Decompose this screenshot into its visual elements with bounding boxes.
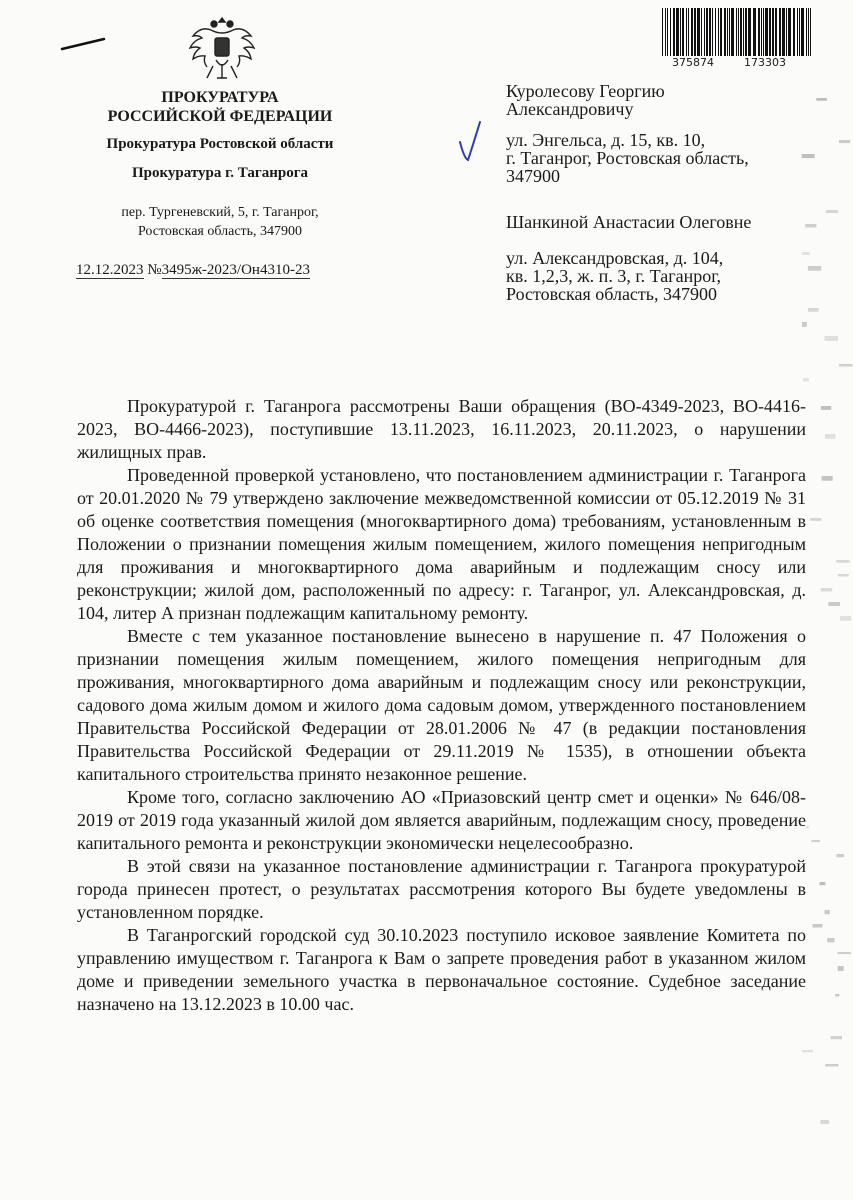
barcode-number-right: 173303 xyxy=(744,56,786,69)
document-date: 12.12.2023 xyxy=(76,262,144,278)
barcode-bar xyxy=(769,8,771,56)
scan-noise-mark xyxy=(805,826,809,828)
barcode-bar xyxy=(727,8,728,56)
barcode-bar xyxy=(691,8,693,56)
barcode-bar xyxy=(748,8,751,56)
barcode-bar xyxy=(763,8,764,56)
scan-noise-mark xyxy=(827,938,834,942)
body-paragraph-1: Прокуратурой г. Таганрога рассмотрены Ваши обращения (ВО-4349-2023, ВО-4416-2023, ВО-4466-2023), поступившие 13.11.2023, 16.11.2023, 20.11.2023, о нарушении жилищных прав. xyxy=(77,396,806,462)
scan-noise-mark xyxy=(826,210,838,213)
scan-noise-mark xyxy=(822,476,833,481)
barcode-bar xyxy=(793,8,795,56)
scan-noise-mark xyxy=(816,98,827,101)
body-paragraph-6: В Таганрогский городской суд 30.10.2023 поступило исковое заявление Комитета по управлению имуществом г. Таганрога к Вам о запрете проведения работ в указанном жилом доме и приведении земельного участка в первоначальное состояние. Судебное заседание назначено на 13.12.2023 в 10.00 час. xyxy=(77,925,806,1014)
barcode-bar xyxy=(718,8,719,56)
barcode-bar xyxy=(797,8,798,56)
recipient-1-name-line-2: Александровичу xyxy=(506,99,634,119)
scan-noise-mark xyxy=(825,910,830,914)
body-paragraph-2: Проведенной проверкой установлено, что постановлением администрации г. Таганрога от 20.01.2020 № 79 утверждено заключение межведомственной комиссии от 05.12.2019 № 31 об оценке соответствия помещения (многоквартирного дома) требованиям, установленным в Положении о признании помещения жилым помещением, жилого помещения непригодным для проживания и многоквартирного дома аварийным и подлежащим сносу или реконструкции; жилой дом, расположенный по адресу: г. Таганрог, ул. Александровская, д. 104, литер А признан подлежащим капитальному ремонту. xyxy=(77,465,806,623)
barcode-bar xyxy=(667,8,668,56)
scan-noise-mark xyxy=(802,322,807,327)
barcode-bar xyxy=(701,8,702,56)
barcode-bar xyxy=(712,8,713,56)
scan-noise-mark xyxy=(820,882,826,885)
scan-noise-mark xyxy=(838,574,849,576)
scan-noise-mark xyxy=(802,252,810,255)
recipient-1-address-line-2: г. Таганрог, Ростовская область, xyxy=(506,148,749,168)
barcode-bar xyxy=(680,8,681,56)
barcode-bar xyxy=(753,8,756,56)
recipient-1-address-line-1: ул. Энгельса, д. 15, кв. 10, xyxy=(506,130,706,150)
barcode-bar xyxy=(775,8,777,56)
barcode-bar xyxy=(786,8,787,56)
barcode-bar xyxy=(706,8,708,56)
handwritten-check-mark xyxy=(456,118,484,164)
scan-noise-mark xyxy=(821,406,831,410)
scan-noise-mark xyxy=(805,224,816,228)
barcode-bar xyxy=(743,8,744,56)
scan-noise-mark xyxy=(810,518,821,521)
scan-noise-mark xyxy=(836,854,843,857)
registration-number: 3495ж-2023/Он4310-23 xyxy=(161,262,310,278)
barcode-bar xyxy=(765,8,768,56)
recipient-1-address-line-3: 347900 xyxy=(506,166,560,186)
org-city-office: Прокуратура г. Таганрога xyxy=(131,165,308,181)
barcode-bar xyxy=(709,8,711,56)
sender-address-line-1: пер. Тургеневский, 5, г. Таганрог, xyxy=(121,205,319,220)
barcode-bar xyxy=(808,8,809,56)
body-paragraph-5: В этой связи на указанное постановление администрации г. Таганрога прокуратурой города принесен протест, о результатах рассмотрения которого Вы будете уведомлены в установленном порядке. xyxy=(77,856,806,922)
scan-noise-mark xyxy=(835,994,839,996)
barcode-bar xyxy=(740,8,742,56)
letter-body xyxy=(77,395,806,1016)
barcode-bar xyxy=(772,8,774,56)
scan-noise-mark xyxy=(808,266,821,271)
sender-address-line-2: Ростовская область, 347900 xyxy=(137,224,303,239)
barcode-bar xyxy=(673,8,675,56)
scan-noise-mark xyxy=(803,378,809,381)
org-regional-office: Прокуратура Ростовской области xyxy=(106,136,334,152)
org-title-line-1: ПРОКУРАТУРА xyxy=(161,89,279,106)
scan-noise-mark xyxy=(836,560,849,563)
scan-noise-mark xyxy=(813,924,823,928)
recipient-2-address-line-3: Ростовская область, 347900 xyxy=(506,284,717,304)
scan-noise-mark xyxy=(839,364,853,366)
barcode-bar xyxy=(758,8,760,56)
barcode-bar xyxy=(810,8,811,56)
number-sign: № xyxy=(147,262,162,278)
barcode-bar xyxy=(761,8,762,56)
scan-noise-mark xyxy=(837,952,850,954)
barcode-bar xyxy=(782,8,785,56)
double-headed-eagle-emblem xyxy=(183,10,261,88)
barcode-bar xyxy=(676,8,679,56)
barcode-bar xyxy=(704,8,705,56)
barcode xyxy=(662,8,814,56)
scan-noise-mark xyxy=(825,336,838,341)
scan-noise-mark xyxy=(838,966,844,971)
scan-noise-mark xyxy=(840,616,851,621)
barcode-bar xyxy=(682,8,684,56)
org-title-line-2: РОССИЙСКОЙ ФЕДЕРАЦИИ xyxy=(107,108,333,125)
barcode-bar xyxy=(724,8,726,56)
recipient-2-name: Шанкиной Анастасии Олеговне xyxy=(506,212,752,232)
barcode-bar xyxy=(694,8,696,56)
barcode-bar xyxy=(686,8,687,56)
scan-noise-mark xyxy=(802,154,815,158)
barcode-bar xyxy=(670,8,671,56)
barcode-bar xyxy=(801,8,804,56)
scan-noise-mark xyxy=(831,1036,842,1039)
barcode-bar xyxy=(688,8,689,56)
scan-noise-mark xyxy=(821,1120,829,1124)
barcode-bar xyxy=(806,8,807,56)
scan-noise-mark xyxy=(811,840,819,842)
scan-noise-mark xyxy=(839,140,850,143)
barcode-bar xyxy=(662,8,663,56)
barcode-bar xyxy=(745,8,747,56)
barcode-bar xyxy=(731,8,734,56)
handwritten-dash-mark xyxy=(60,34,106,54)
barcode-bar xyxy=(720,8,722,56)
scan-noise-mark xyxy=(825,1064,838,1066)
barcode-bar xyxy=(799,8,800,56)
recipient-2-address-line-1: ул. Александровская, д. 104, xyxy=(506,248,724,268)
barcode-bar xyxy=(697,8,700,56)
barcode-bar xyxy=(738,8,739,56)
recipient-2-address-line-2: кв. 1,2,3, ж. п. 3, г. Таганрог, xyxy=(506,266,722,286)
reference-line xyxy=(76,262,310,279)
scan-noise-mark xyxy=(828,602,840,606)
barcode-bar xyxy=(665,8,666,56)
scan-noise-mark xyxy=(821,588,832,591)
barcode-bar xyxy=(715,8,716,56)
barcode-bar xyxy=(779,8,781,56)
barcode-bar xyxy=(736,8,737,56)
body-paragraph-4: Кроме того, согласно заключению АО «Приазовский центр смет и оценки» № 646/08-2019 от 2019 года указанный жилой дом является аварийным, подлежащим сносу, проведение капитального ремонта и реконструкции экономически нецелесообразно. xyxy=(77,787,806,853)
body-paragraph-3: Вместе с тем указанное постановление вынесено в нарушение п. 47 Положения о признании помещения жилым помещением, жилого помещения непригодным для проживания, многоквартирного дома аварийным и подлежащим сносу или реконструкции, садового дома жилым домом и жилого дома садовым домом, утвержденного постановлением Правительства Российской Федерации от 28.01.2006 № 47 (в редакции постановления Правительства Российской Федерации от 29.11.2019 № 1535), в отношении объекта капитального строительства принято незаконное решение. xyxy=(77,626,806,784)
scan-noise-mark xyxy=(808,308,819,312)
barcode-number-left: 375874 xyxy=(672,56,714,69)
scan-noise-mark xyxy=(825,434,835,439)
scan-noise-mark xyxy=(802,1050,813,1052)
recipient-1-name-line-1: Куролесову Георгию xyxy=(506,81,665,101)
barcode-bar xyxy=(788,8,791,56)
barcode-bar xyxy=(729,8,730,56)
